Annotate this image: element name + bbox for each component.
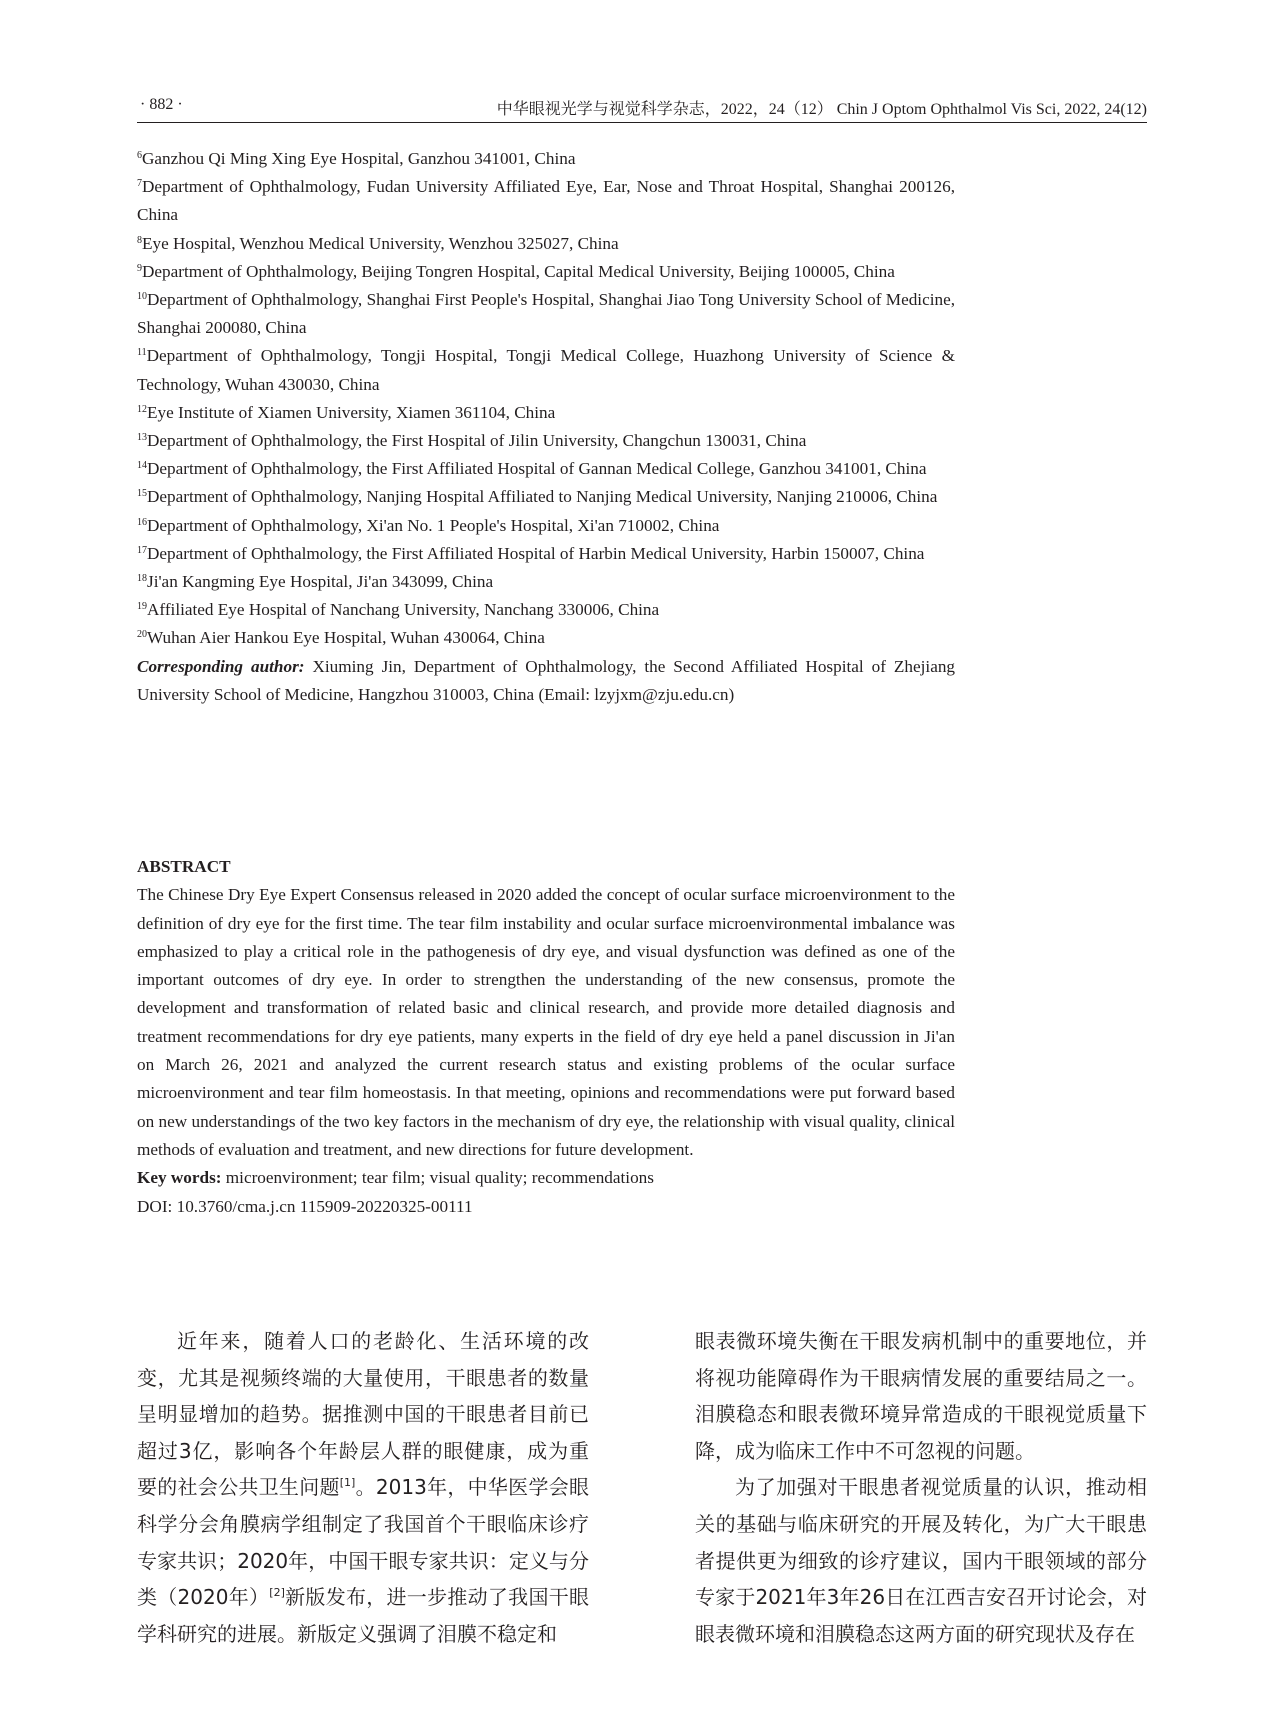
citation-ref: [1] — [339, 1476, 356, 1490]
affiliation-item: $^{18}$Ji'an Kangming Eye Hospital, Ji'an 343099, China — [137, 572, 494, 592]
body-paragraph: 近年来，随着人口的老龄化、生活环境的改变，尤其是视频终端的大量使用，干眼患者的数量呈明显增加的趋势。据推测中国的干眼患者目前已超过3亿，影响各个年龄层人群的眼健康，成为重要的社会公共卫生问题[1]。2013年，中华医学会眼科学分会角膜病学组制定了我国首个干眼临床诊疗专家共识；2020年，中国干眼专家共识：定义与分类（2020年）[2]新版发布，进一步推动了我国干眼学科研究的进展。新版定义强调了泪膜不稳定和 — [137, 1329, 589, 1646]
affiliation-item: $^6$Ganzhou Qi Ming Xing Eye Hospital, Ganzhou 341001, China — [137, 149, 576, 168]
affiliation-item: $^{13}$Department of Ophthalmology, the First Hospital of Jilin University, Changchun 130031, China — [137, 431, 807, 451]
corresponding-author-label: Corresponding author: — [137, 656, 305, 676]
doi: DOI: 10.3760/cma.j.cn 115909-20220325-00111 — [137, 1196, 473, 1216]
citation-ref: [2] — [269, 1586, 285, 1600]
body-column-right — [695, 1323, 1147, 1652]
affiliation-item: $^{19}$Affiliated Eye Hospital of Nanchang University, Nanchang 330006, China — [137, 600, 660, 620]
keywords — [137, 1164, 955, 1192]
corresponding-author — [137, 653, 955, 709]
affiliation-item: $^{20}$Wuhan Aier Hankou Eye Hospital, Wuhan 430064, China — [137, 628, 545, 648]
page-number: · 882 · — [140, 96, 183, 113]
body-column-left — [137, 1323, 589, 1652]
body-paragraph: 为了加强对干眼患者视觉质量的认识，推动相关的基础与临床研究的开展及转化，为广大干眼患者提供更为细致的诊疗建议，国内干眼领域的部分专家于2021年3年26日在江西吉安召开讨论会，对眼表微环境和泪膜稳态这两方面的研究现状及存在 — [695, 1475, 1147, 1646]
affiliation-item: $^9$Department of Ophthalmology, Beijing Tongren Hospital, Capital Medical University, Beijing 100005, China — [137, 261, 895, 281]
journal-citation: 中华眼视光学与视觉科学杂志，2022，24（12） Chin J Optom Ophthalmol Vis Sci, 2022, 24(12) — [496, 101, 1147, 118]
page-header — [137, 96, 1147, 123]
affiliations-list — [137, 145, 955, 709]
affiliation-item: $^{17}$Department of Ophthalmology, the First Affiliated Hospital of Harbin Medical University, Harbin 150007, China — [137, 543, 925, 563]
affiliation-item: $^{15}$Department of Ophthalmology, Nanjing Hospital Affiliated to Nanjing Medical University, Nanjing 210006, China — [137, 487, 938, 507]
abstract-text: The Chinese Dry Eye Expert Consensus released in 2020 added the concept of ocular surface microenvironment to the definition of dry eye for the first time. The tear film instability and ocular surface microenvironmental imbalance was emphasized to play a critical role in the pathogenesis of dry eye, and visual dysfunction was defined as one of the important outcomes of dry eye. In order to strengthen the understanding of the new consensus, promote the development and transformation of related basic and clinical research, and provide more detailed diagnosis and treatment recommendations for dry eye patients, many experts in the field of dry eye held a panel discussion in Ji'an on March 26, 2021 and analyzed the current research status and existing problems of the ocular surface microenvironment and tear film homeostasis. In that meeting, opinions and recommendations were put forward based on new understandings of the two key factors in the mechanism of dry eye, the relationship with visual quality, clinical methods of evaluation and treatment, and new directions for future development. — [137, 885, 955, 1159]
affiliation-item: $^{14}$Department of Ophthalmology, the First Affiliated Hospital of Gannan Medical College, Ganzhou 341001, China — [137, 459, 927, 479]
abstract-title: ABSTRACT — [137, 857, 231, 876]
body-paragraph: 眼表微环境失衡在干眼发病机制中的重要地位，并将视功能障碍作为干眼病情发展的重要结局之一。泪膜稳态和眼表微环境异常造成的干眼视觉质量下降，成为临床工作中不可忽视的问题。 — [695, 1329, 1147, 1463]
keywords-text: microenvironment; tear film; visual quality; recommendations — [221, 1168, 654, 1188]
affiliation-item: $^{11}$Department of Ophthalmology, Tongji Hospital, Tongji Medical College, Huazhong University of Science & Technology, Wuhan 430030, China — [137, 346, 955, 394]
affiliation-item: $^7$Department of Ophthalmology, Fudan University Affiliated Eye, Ear, Nose and Throat Hospital, Shanghai 200126, China — [137, 177, 955, 225]
affiliation-item: $^{10}$Department of Ophthalmology, Shanghai First People's Hospital, Shanghai Jiao Tong University School of Medicine, Shanghai 200080, China — [137, 290, 955, 338]
corresponding-author-text: Xiuming Jin, Department of Ophthalmology, the Second Affiliated Hospital of Zhejiang University School of Medicine, Hangzhou 310003, China (Email: lzyjxm@zju.edu.cn) — [137, 656, 956, 704]
affiliation-item: $^{16}$Department of Ophthalmology, Xi'an No. 1 People's Hospital, Xi'an 710002, China — [137, 515, 720, 535]
abstract-section — [137, 853, 955, 1221]
affiliation-item: $^{12}$Eye Institute of Xiamen University, Xiamen 361104, China — [137, 402, 556, 422]
keywords-label: Key words: — [137, 1168, 222, 1188]
affiliation-item: $^8$Eye Hospital, Wenzhou Medical University, Wenzhou 325027, China — [137, 233, 619, 253]
